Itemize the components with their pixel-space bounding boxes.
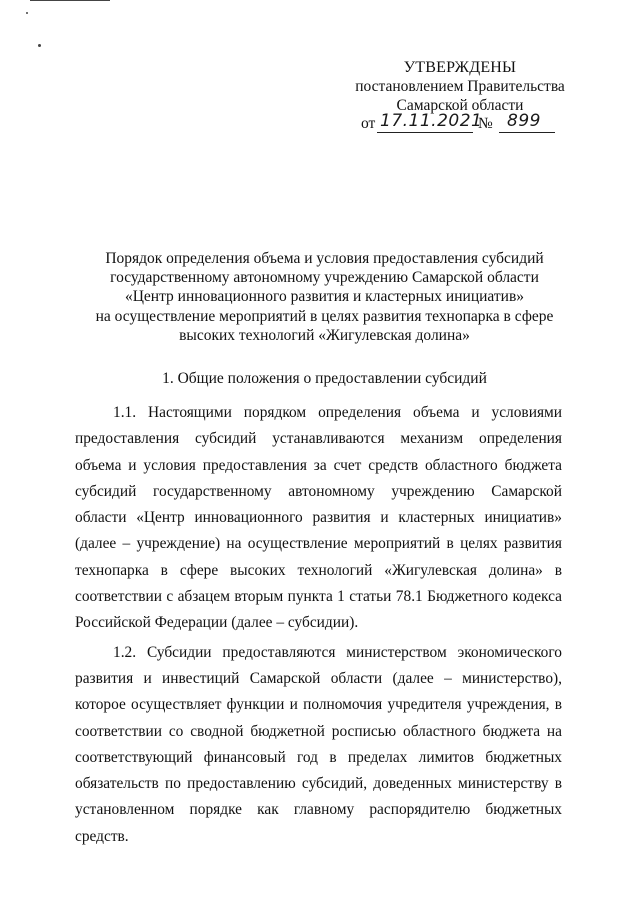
decree-date-number <box>361 113 561 135</box>
title-line: Порядок определения объема и условия предоставления субсидий <box>105 250 544 267</box>
scan-dot <box>26 12 28 14</box>
paragraph-1-1: 1.1. Настоящими порядком определения объема и условиями предоставления субсидий устанавливаются механизм определения объема и условия предоставления за счет средств областного бюджета субсидий государственному автономному учреждению Самарской области «Центр инновационного развития и кластерных инициатив» (далее – учреждение) на осуществление мероприятий в целях развития технопарка в сфере высоких технологий «Жигулевская долина» в соответствии с абзацем вторым пункта 1 статьи 78.1 Бюджетного кодекса Российской Федерации (далее – субсидии). <box>75 404 562 632</box>
section-heading: 1. Общие положения о предоставлении субсидий <box>162 370 487 387</box>
title-line: «Центр инновационного развития и кластерных инициатив» <box>124 288 525 306</box>
paragraph-1-2: 1.2. Субсидии предоставляются министерством экономического развития и инвестиций Самарской области (далее – министерство), которое осуществляет функции и полномочия учредителя учреждения, в соответствии со сводной бюджетной росписью областного бюджета на соответствующий финансовый год в пределах лимитов бюджетных обязательств по предоставлению субсидий, доведенных министерству в установленном порядке как главному распорядителю бюджетных средств. <box>75 643 562 845</box>
approval-authority: постановлением Правительства <box>355 78 565 95</box>
number-prefix: № <box>478 115 493 132</box>
approval-title: УТВЕРЖДЕНЫ <box>403 59 517 76</box>
document-body <box>75 400 562 853</box>
approval-region: Самарской области <box>396 97 524 114</box>
document-title <box>80 249 569 345</box>
title-line: государственному автономному учреждению Самарской области <box>110 269 539 287</box>
number-underline <box>499 132 555 133</box>
date-prefix: от <box>361 115 376 132</box>
scan-edge-line <box>30 0 110 1</box>
title-line: на осуществление мероприятий в целях развития технопарка в сфере <box>95 307 554 325</box>
approval-stamp <box>350 58 570 115</box>
handwritten-date: 17.11.2021 <box>380 111 483 131</box>
scan-dot <box>38 44 41 47</box>
handwritten-number: 899 <box>507 111 541 131</box>
title-line: высоких технологий «Жигулевская долина» <box>179 326 470 344</box>
date-underline <box>377 132 473 133</box>
